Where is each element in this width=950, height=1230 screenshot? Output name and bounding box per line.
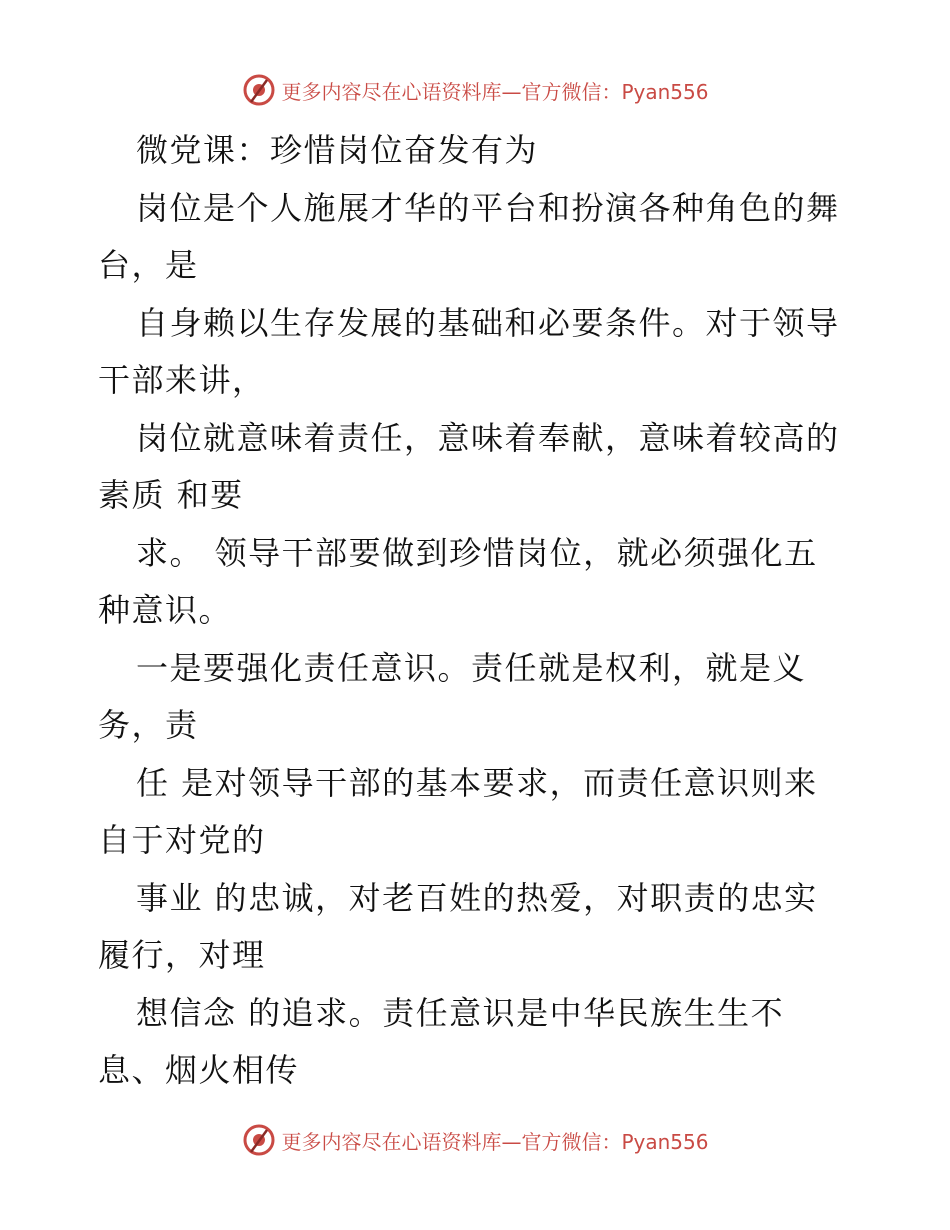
watermark-logo-icon	[241, 72, 277, 108]
text-line: 务，责	[98, 706, 199, 744]
text-line: 求。 领导干部要做到珍惜岗位，就必须强化五	[136, 533, 818, 572]
footer-watermark	[0, 1120, 950, 1160]
text-line: 自身赖以生存发展的基础和必要条件。对于领导	[136, 303, 840, 342]
text-line: 息、烟火相传	[98, 1051, 300, 1089]
text-line: 干部来讲，	[98, 361, 266, 399]
text-line: 履行，对理	[98, 936, 266, 974]
text-line: 岗位是个人施展才华的平台和扮演各种角色的舞	[136, 188, 840, 227]
watermark-text: 更多内容尽在心语资料库—官方微信：Pyan556	[281, 1129, 709, 1154]
document-body	[98, 122, 858, 1100]
header-watermark	[0, 70, 950, 110]
text-line: 想信念 的追求。责任意识是中华民族生生不	[136, 993, 785, 1032]
text-line: 种意识。	[98, 591, 233, 629]
text-line: 自于对党的	[98, 821, 266, 859]
text-line: 一是要强化责任意识。责任就是权利，就是义	[136, 648, 807, 687]
text-line: 事业 的忠诚，对老百姓的热爱，对职责的忠实	[136, 878, 818, 917]
text-line: 台，是	[98, 246, 199, 284]
text-line: 素质 和要	[98, 476, 244, 514]
text-line: 任 是对领导干部的基本要求，而责任意识则来	[136, 763, 818, 802]
watermark-text: 更多内容尽在心语资料库—官方微信：Pyan556	[281, 79, 709, 104]
text-line: 岗位就意味着责任，意味着奉献，意味着较高的	[136, 418, 840, 457]
text-line: 微党课：珍惜岗位奋发有为	[136, 131, 539, 169]
watermark-logo-icon	[241, 1122, 277, 1158]
